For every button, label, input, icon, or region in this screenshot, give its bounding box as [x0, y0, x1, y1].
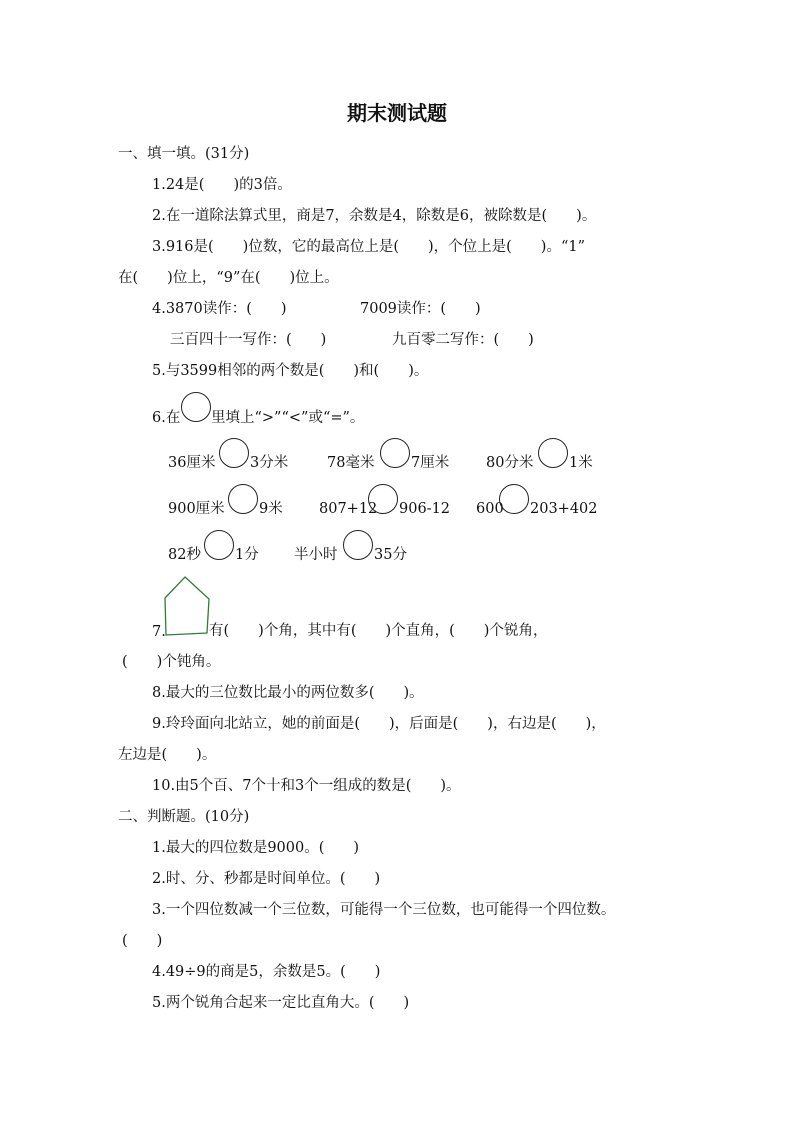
- question-1-8: 8.最大的三位数比最小的两位数多( )。: [152, 685, 424, 701]
- compare-circle[interactable]: [343, 530, 373, 560]
- compare-left: 900厘米: [168, 501, 225, 517]
- compare-circle[interactable]: [538, 438, 568, 468]
- question-1-4a: 4.3870读作：( ): [152, 301, 287, 317]
- compare-right: 7厘米: [411, 455, 450, 471]
- compare-left: 半小时: [294, 547, 338, 563]
- section1-heading: 一、填一填。(31分): [118, 146, 250, 162]
- question-1-7-line2: ( )个钝角。: [122, 654, 221, 670]
- question-2-2: 2.时、分、秒都是时间单位。( ): [152, 871, 381, 887]
- question-1-3-line2: 在( )位上，“9”在( )位上。: [118, 270, 339, 286]
- compare-right: 9米: [259, 501, 283, 517]
- question-1-5: 5.与3599相邻的两个数是( )和( )。: [152, 363, 429, 379]
- compare-circle[interactable]: [204, 530, 234, 560]
- compare-right: 35分: [374, 547, 407, 563]
- question-1-7-number: 7.: [152, 624, 166, 640]
- question-1-4c: 三百四十一写作：( ): [170, 332, 327, 348]
- compare-right: 906-12: [399, 501, 451, 517]
- question-1-1: 1.24是( )的3倍。: [152, 177, 292, 193]
- page-title: 期末测试题: [347, 101, 447, 125]
- question-1-9-line1: 9.玲玲面向北站立，她的前面是( )，后面是( )，右边是( )，: [152, 716, 606, 732]
- pentagon-figure: [162, 574, 214, 636]
- question-1-4b: 7009读作：( ): [360, 301, 481, 317]
- compare-left: 807+12: [319, 501, 378, 517]
- compare-left: 36厘米: [168, 455, 216, 471]
- question-1-10: 10.由5个百、7个十和3个一组成的数是( )。: [152, 778, 461, 794]
- compare-circle[interactable]: [499, 484, 529, 514]
- question-1-6-prefix: 6.在: [152, 410, 181, 426]
- compare-right: 203+402: [530, 501, 598, 517]
- question-1-9-line2: 左边是( )。: [118, 747, 217, 763]
- compare-left: 80分米: [486, 455, 534, 471]
- compare-circle[interactable]: [380, 438, 410, 468]
- compare-right: 3分米: [250, 455, 289, 471]
- compare-circle[interactable]: [219, 438, 249, 468]
- section2-heading: 二、判断题。(10分): [118, 809, 250, 825]
- question-2-5: 5.两个锐角合起来一定比直角大。( ): [152, 995, 410, 1011]
- question-1-3-line1: 3.916是( )位数，它的最高位上是( )，个位上是( )。“1”: [152, 239, 586, 255]
- question-1-7-text: 有( )个角，其中有( )个直角，( )个锐角，: [209, 623, 548, 639]
- question-1-6-suffix: 里填上“>”“<”或“=”。: [211, 410, 365, 426]
- question-2-3-line2: ( ): [122, 933, 163, 949]
- question-2-4: 4.49÷9的商是5，余数是5。( ): [152, 964, 381, 980]
- question-2-1: 1.最大的四位数是9000。( ): [152, 840, 360, 856]
- compare-right: 1米: [569, 455, 593, 471]
- question-1-2: 2.在一道除法算式里，商是7，余数是4，除数是6，被除数是( )。: [152, 208, 597, 224]
- compare-left: 82秒: [168, 547, 201, 563]
- compare-left: 78毫米: [327, 455, 375, 471]
- question-2-3-line1: 3.一个四位数减一个三位数，可能得一个三位数，也可能得一个四位数。: [152, 902, 616, 918]
- compare-left: 600: [476, 501, 504, 517]
- compare-right: 1分: [235, 547, 259, 563]
- compare-circle-example: [181, 392, 211, 422]
- compare-circle[interactable]: [228, 484, 258, 514]
- question-1-4d: 九百零二写作：( ): [392, 332, 534, 348]
- compare-circle[interactable]: [368, 484, 398, 514]
